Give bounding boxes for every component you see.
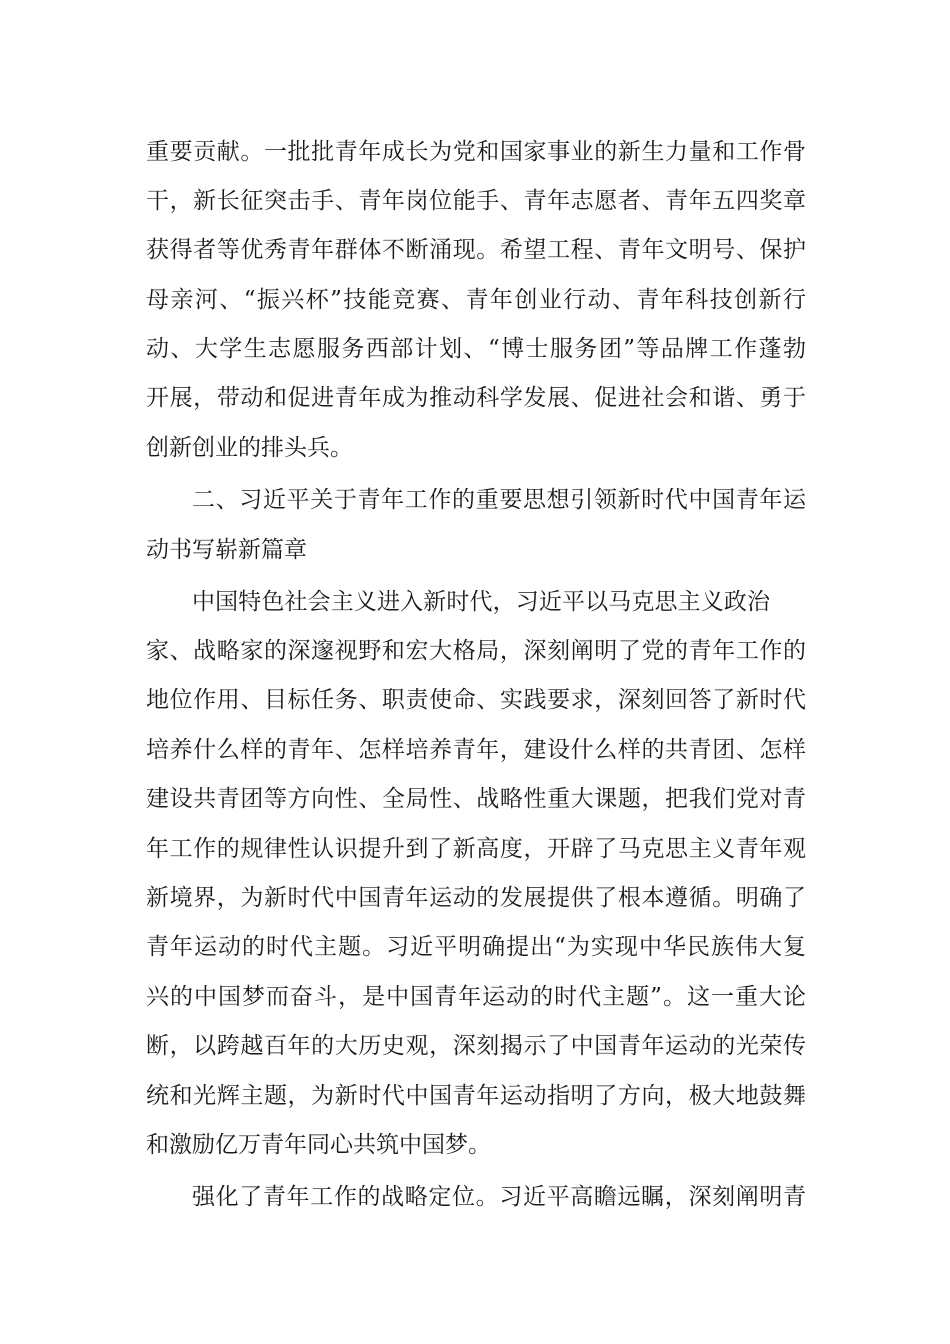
paragraph-2-line-11: 统和光辉主题，为新时代中国青年运动指明了方向，极大地鼓舞 bbox=[146, 1083, 806, 1109]
paragraph-2-line-5: 建设共青团等方向性、全局性、战略性重大课题，把我们党对青 bbox=[146, 786, 806, 812]
paragraph-1-line-3: 获得者等优秀青年群体不断涌现。希望工程、青年文明号、保护 bbox=[146, 237, 806, 263]
paragraph-1-line-2: 干，新长征突击手、青年岗位能手、青年志愿者、青年五四奖章 bbox=[146, 188, 806, 214]
paragraph-2-line-10: 断，以跨越百年的大历史观，深刻揭示了中国青年运动的光荣传 bbox=[146, 1033, 806, 1059]
paragraph-2-line-1: 中国特色社会主义进入新时代，习近平以马克思主义政治 bbox=[192, 589, 770, 615]
paragraph-2-line-7: 新境界，为新时代中国青年运动的发展提供了根本遵循。明确了 bbox=[146, 885, 806, 911]
paragraph-2-line-4: 培养什么样的青年、怎样培养青年，建设什么样的共青团、怎样 bbox=[146, 737, 806, 763]
section-heading-line-2: 动书写崭新篇章 bbox=[146, 537, 307, 563]
paragraph-2-line-8: 青年运动的时代主题。习近平明确提出“为实现中华民族伟大复 bbox=[146, 934, 806, 960]
paragraph-2-line-12: 和激励亿万青年同心共筑中国梦。 bbox=[146, 1132, 491, 1158]
paragraph-3-line-1: 强化了青年工作的战略定位。习近平高瞻远瞩，深刻阐明青 bbox=[192, 1184, 806, 1210]
paragraph-1-line-4: 母亲河、“振兴杯”技能竞赛、青年创业行动、青年科技创新行 bbox=[146, 287, 806, 313]
paragraph-1-line-5: 动、大学生志愿服务西部计划、“博士服务团”等品牌工作蓬勃 bbox=[146, 336, 806, 362]
paragraph-2-line-3: 地位作用、目标任务、职责使命、实践要求，深刻回答了新时代 bbox=[146, 687, 806, 713]
paragraph-2-line-2: 家、战略家的深邃视野和宏大格局，深刻阐明了党的青年工作的 bbox=[146, 638, 806, 664]
paragraph-1-line-1: 重要贡献。一批批青年成长为党和国家事业的新生力量和工作骨 bbox=[146, 139, 806, 165]
section-heading-line-1: 二、习近平关于青年工作的重要思想引领新时代中国青年运 bbox=[192, 487, 806, 513]
paragraph-1-line-7: 创新创业的排头兵。 bbox=[146, 435, 353, 461]
paragraph-1-line-6: 开展，带动和促进青年成为推动科学发展、促进社会和谐、勇于 bbox=[146, 385, 806, 411]
paragraph-2-line-6: 年工作的规律性认识提升到了新高度，开辟了马克思主义青年观 bbox=[146, 836, 806, 862]
paragraph-2-line-9: 兴的中国梦而奋斗，是中国青年运动的时代主题”。这一重大论 bbox=[146, 984, 806, 1010]
